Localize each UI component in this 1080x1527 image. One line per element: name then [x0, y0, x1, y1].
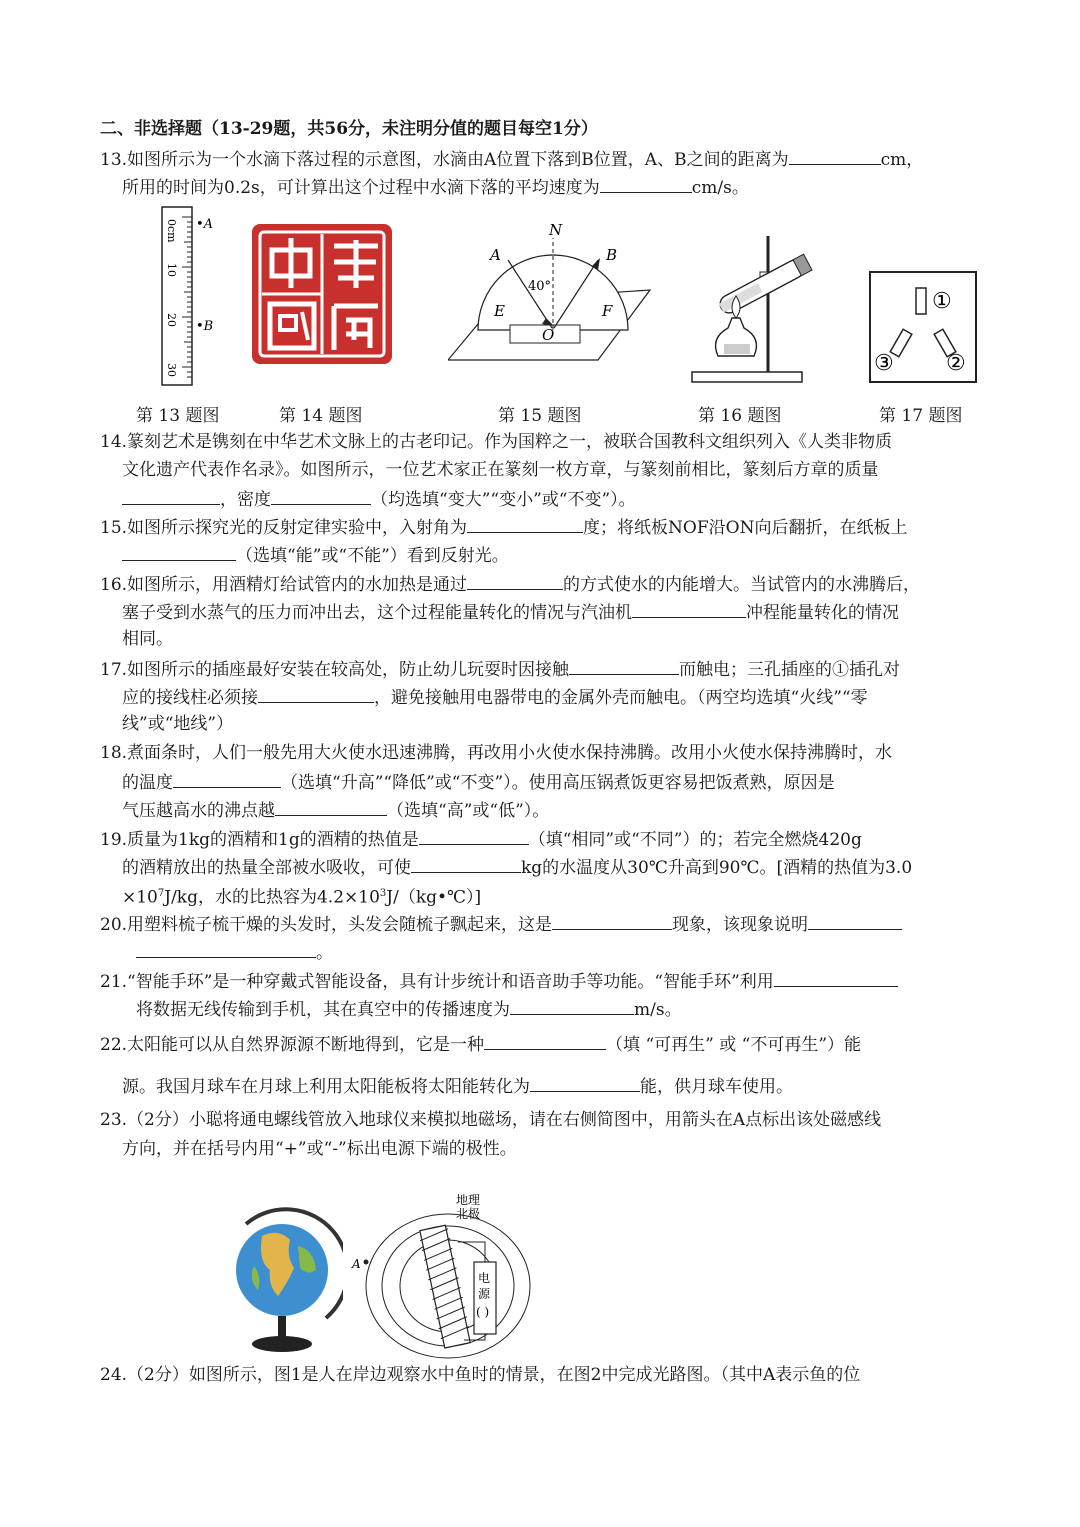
q15-text2: （选填“能”或“不能”）看到反射光。 — [236, 546, 509, 566]
q14-text3b: （均选填“变大”“变小”或“不变”）。 — [371, 490, 636, 510]
section-title: 二、非选择题（13-29题，共56分，未注明分值的题目每空1分） — [100, 119, 598, 139]
caption-13: 第 13 题图 — [136, 406, 220, 426]
q22-text2a: 源。我国月球车在月球上利用太阳能板将太阳能转化为 — [122, 1077, 530, 1097]
q18-text3b: （选填“高”或“低”）。 — [387, 801, 550, 821]
q19-text2a: 的酒精放出的热量全部被水吸收，可使 — [122, 858, 411, 878]
q16-text1b: 的方式使水的内能增大。当试管内的水沸腾后， — [563, 575, 921, 595]
label-e: E — [494, 302, 505, 320]
q19-line3 — [122, 882, 481, 910]
q20-text1a: 20.用塑料梳子梳干燥的头发时，头发会随梳子飘起来，这是 — [100, 915, 553, 935]
q19-text1b: （填“相同”或“不同”）的；若完全燃烧420g — [528, 830, 862, 850]
q20-line2 — [136, 939, 333, 965]
q19-exponent-2: 3 — [379, 888, 387, 899]
q21-text2b: m/s。 — [634, 1000, 682, 1020]
socket-hole-1: ① — [932, 289, 952, 314]
q17-text1a: 17.如图所示的插座最好安装在较高处，防止幼儿玩耍时因接触 — [100, 660, 570, 680]
q22-blank-1[interactable] — [484, 1031, 606, 1050]
q16-line3: 相同。 — [122, 629, 173, 649]
ruler-tick-30: 30 — [165, 363, 178, 377]
q15-line1 — [100, 514, 907, 540]
q19-blank-2[interactable] — [411, 854, 521, 873]
q20-blank-1[interactable] — [552, 911, 672, 930]
socket-hole-2: ② — [946, 351, 966, 376]
q13-text2: 所用的时间为0.2s，可计算出这个过程中水滴下落的平均速度为 — [122, 178, 600, 198]
q18-line2 — [122, 769, 835, 795]
q21-line2 — [136, 996, 682, 1022]
q20-line1 — [100, 911, 902, 937]
q15-line2 — [122, 542, 509, 568]
label-f: F — [602, 302, 613, 320]
q14-text3a: ，密度 — [220, 490, 271, 510]
q22-line1 — [100, 1031, 861, 1057]
q16-line2 — [122, 599, 899, 625]
q16-text2b: 冲程能量转化的情况 — [746, 603, 899, 623]
q19-line1 — [100, 826, 862, 852]
fig23-solenoid — [346, 1190, 536, 1360]
q15-text1a: 15.如图所示探究光的反射定律实验中，入射角为 — [100, 518, 468, 538]
label-angle: 40° — [528, 279, 552, 294]
q13-unit2: cm/s。 — [691, 178, 749, 198]
q21-line1 — [100, 968, 898, 994]
q18-blank-1[interactable] — [173, 769, 281, 788]
q20-text2: 。 — [316, 943, 333, 963]
q16-text1a: 16.如图所示，用酒精灯给试管内的水加热是通过 — [100, 575, 468, 595]
q24-line1: 24.（2分）如图所示，图1是人在岸边观察水中鱼时的情景，在图2中完成光路图。（其中A表示鱼的位 — [100, 1365, 861, 1385]
q16-line1 — [100, 571, 920, 597]
q19-text3b: J/kg，水的比热容为4.2×10 — [164, 887, 380, 908]
q17-line2 — [122, 684, 868, 710]
fig13-ruler — [150, 205, 230, 390]
q16-blank-2[interactable] — [632, 599, 746, 618]
q22-text1a: 22.太阳能可以从自然界源源不断地得到，它是一种 — [100, 1035, 485, 1055]
q20-blank-2a[interactable] — [808, 911, 902, 930]
fig17-socket — [868, 270, 980, 386]
q17-line1 — [100, 656, 900, 682]
q22-line2 — [122, 1073, 793, 1099]
fig14-seal — [250, 222, 395, 367]
north-pole-label-2: 北极 — [456, 1207, 481, 1221]
fig23-globe — [228, 1206, 343, 1356]
q20-blank-2b[interactable] — [136, 939, 316, 958]
q17-line3: 线”或“地线”） — [122, 714, 234, 734]
power-source-label-2: 源 — [478, 1287, 491, 1301]
q17-text2a: 应的接线柱必须接 — [122, 688, 258, 708]
ruler-unit-label: 0cm — [165, 219, 178, 243]
q14-line1: 14.篆刻艺术是镌刻在中华艺术文脉上的古老印记。作为国粹之一，被联合国教科文组织列入《人类非物质 — [100, 432, 893, 452]
q19-text1a: 19.质量为1kg的酒精和1g的酒精的热值是 — [100, 830, 419, 850]
q19-line2 — [122, 854, 912, 880]
polarity-bracket[interactable]: ( ) — [476, 1305, 490, 1319]
q19-exponent-1: 7 — [157, 888, 165, 899]
ruler-tick-20: 20 — [165, 313, 178, 327]
socket-hole-3: ③ — [874, 351, 894, 376]
q19-text3a: ×10 — [122, 887, 158, 908]
q15-blank-1[interactable] — [467, 514, 583, 533]
q18-text3a: 气压越高水的沸点越 — [122, 801, 275, 821]
point-a-label: A — [352, 1257, 361, 1271]
q17-text1b: 而触电；三孔插座的①插孔对 — [679, 660, 901, 680]
q23-line1: 23.（2分）小聪将通电螺线管放入地球仪来模拟地磁场，请在右侧简图中，用箭头在A点标出该处磁感线 — [100, 1110, 882, 1130]
q18-text2b: （选填“升高”“降低”或“不变”）。使用高压锅煮饭更容易把饭煮熟，原因是 — [281, 773, 835, 793]
q21-text2a: 将数据无线传输到手机，其在真空中的传播速度为 — [136, 1000, 510, 1020]
q13-line1 — [100, 146, 923, 172]
q13-line2 — [122, 174, 749, 200]
q19-text3c: J/（kg•℃）] — [386, 887, 482, 908]
q16-text2a: 塞子受到水蒸气的压力而冲出去，这个过程能量转化的情况与汽油机 — [122, 603, 632, 623]
label-a: A — [490, 246, 501, 264]
q13-text: 13.如图所示为一个水滴下落过程的示意图，水滴由A位置下落到B位置，A、B之间的距离为 — [100, 150, 789, 170]
q20-text1b: 现象，该现象说明 — [672, 915, 809, 935]
label-n: N — [549, 221, 563, 239]
q18-text2a: 的温度 — [122, 773, 173, 793]
q16-blank-1[interactable] — [467, 571, 563, 590]
q13-unit1: cm， — [880, 150, 924, 170]
q21-text1: 21.“智能手环”是一种穿戴式智能设备，具有计步统计和语音助手等功能。“智能手环”利用 — [100, 972, 774, 992]
q18-line3 — [122, 797, 549, 823]
q21-blank-1[interactable] — [774, 968, 898, 987]
q15-text1b: 度；将纸板NOF沿ON向后翻折，在纸板上 — [583, 518, 908, 538]
ruler-point-b: •B — [196, 319, 214, 334]
caption-16: 第 16 题图 — [698, 406, 782, 426]
power-source-label-1: 电 — [478, 1271, 491, 1285]
q14-blank-2[interactable] — [271, 486, 371, 505]
caption-15: 第 15 题图 — [498, 406, 582, 426]
q22-blank-2[interactable] — [530, 1073, 640, 1092]
label-b: B — [606, 246, 618, 264]
fig15-reflection — [448, 220, 658, 365]
q17-blank-2[interactable] — [258, 684, 374, 703]
q14-blank-1[interactable] — [122, 486, 220, 505]
q17-blank-1[interactable] — [569, 656, 679, 675]
q19-text2b: kg的水温度从30℃升高到90℃。[酒精的热值为3.0 — [521, 858, 913, 878]
q13-blank-2[interactable] — [600, 174, 692, 193]
north-pole-label-1: 地理 — [456, 1193, 481, 1207]
q13-blank-1[interactable] — [789, 146, 881, 165]
q22-text2b: 能，供月球车使用。 — [640, 1077, 793, 1097]
label-o: O — [542, 326, 555, 344]
caption-14: 第 14 题图 — [279, 406, 363, 426]
q21-blank-2[interactable] — [510, 996, 634, 1015]
q22-text1b: （填 “可再生” 或 “不可再生”）能 — [606, 1035, 862, 1055]
ruler-tick-10: 10 — [165, 263, 178, 277]
q17-text2b: ，避免接触用电器带电的金属外壳而触电。（两空均选填“火线”“零 — [374, 688, 868, 708]
q23-line2: 方向，并在括号内用“+”或“-”标出电源下端的极性。 — [122, 1139, 517, 1159]
ruler-point-a: •A — [196, 217, 214, 232]
q18-line1: 18.煮面条时，人们一般先用大火使水迅速沸腾，再改用小火使水保持沸腾。改用小火使水保持沸腾时，水 — [100, 743, 893, 763]
caption-17: 第 17 题图 — [879, 406, 963, 426]
q14-line2: 文化遗产代表作名录》。如图所示，一位艺术家正在篆刻一枚方章，与篆刻前相比，篆刻后方章的质量 — [122, 460, 879, 480]
q14-line3 — [122, 486, 636, 512]
q19-blank-1[interactable] — [419, 826, 529, 845]
fig16-heating — [688, 232, 818, 387]
q15-blank-2[interactable] — [122, 542, 236, 561]
q18-blank-2[interactable] — [275, 797, 387, 816]
